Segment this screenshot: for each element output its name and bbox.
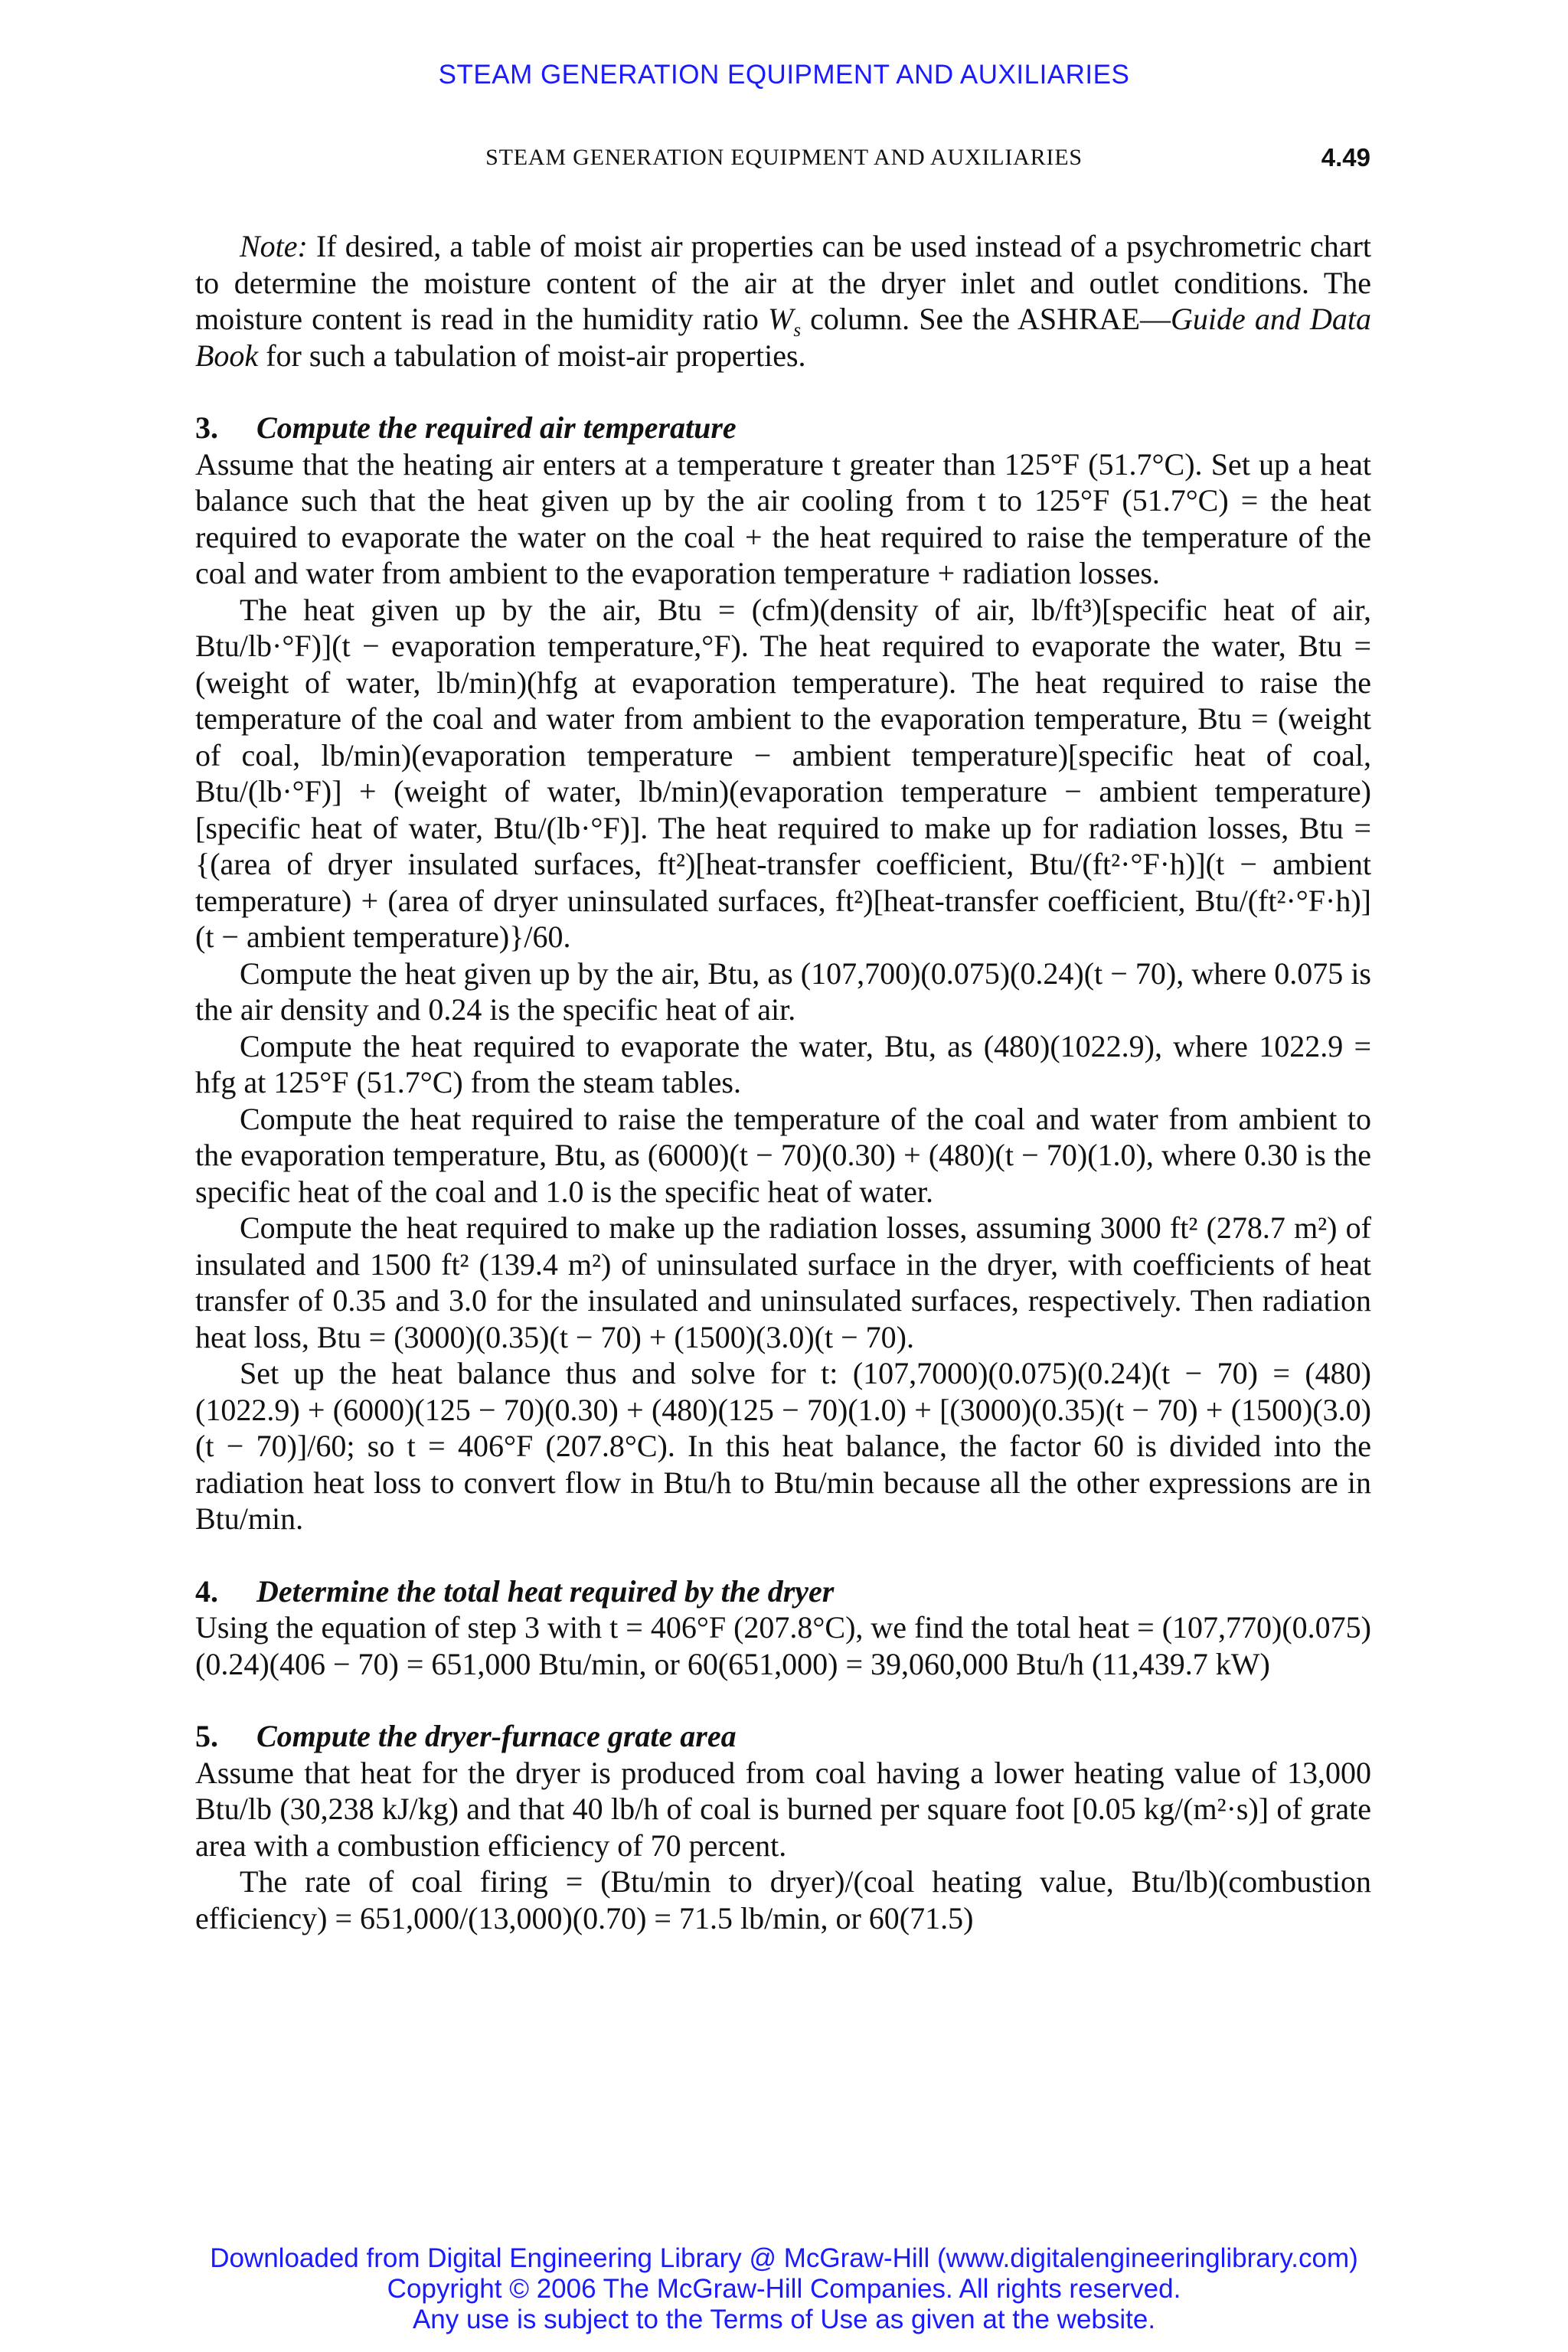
step-number: 4.	[195, 1573, 218, 1609]
step-title: Determine the total heat required by the dryer	[256, 1573, 835, 1609]
step-number: 5.	[195, 1719, 218, 1753]
note-text: column. See the ASHRAE—	[801, 302, 1171, 336]
paragraph: Compute the heat given up by the air, Btu, as (107,700)(0.075)(0.24)(t − 70), where 0.075 is the air density and 0.24 is the specific heat of air.	[195, 956, 1371, 1027]
symbol-subscript: s	[793, 320, 802, 341]
paragraph: Assume that heat for the dryer is produced from coal having a lower heating value of 13,000 Btu/lb (30,238 kJ/kg) and that 40 lb/h of coal is burned per square foot [0.05 kg/(m²·s)] of grate area with a combustion efficiency of 70 percent.	[195, 1755, 1371, 1863]
page-number: 4.49	[1321, 143, 1370, 172]
footer-copyright[interactable]: Copyright © 2006 The McGraw-Hill Companies. All rights reserved.	[387, 2274, 1181, 2304]
note-label: Note:	[240, 229, 308, 263]
paragraph: The rate of coal firing = (Btu/min to dryer)/(coal heating value, Btu/lb)(combustion efficiency) = 651,000/(13,000)(0.70) = 71.5 lb/min, or 60(71.5)	[195, 1864, 1371, 1936]
paragraph: Compute the heat required to make up the radiation losses, assuming 3000 ft² (278.7 m²) of insulated and 1500 ft² (139.4 m²) of uninsulated surface in the dryer, with coefficients of heat transfer of 0.35 and 3.0 for the insulated and uninsulated surfaces, respectively. Then radiation heat loss, Btu = (3000)(0.35)(t − 70) + (1500)(3.0)(t − 70).	[195, 1210, 1371, 1354]
step-3-heading	[195, 410, 1371, 446]
paragraph: Using the equation of step 3 with t = 406°F (207.8°C), we find the total heat = (107,770)(0.075)(0.24)(406 − 70) = 651,000 Btu/min, or 60(651,000) = 39,060,000 Btu/h (11,439.7 kW)	[195, 1610, 1371, 1681]
step-title: Compute the dryer-furnace grate area	[256, 1719, 737, 1753]
step-number: 3.	[195, 410, 218, 445]
footer	[0, 2243, 1568, 2335]
running-head-title: STEAM GENERATION EQUIPMENT AND AUXILIARIES	[485, 145, 1083, 170]
symbol-main: W	[768, 302, 794, 336]
note-paragraph	[195, 228, 1371, 374]
running-head	[0, 143, 1568, 178]
note-text: for such a tabulation of moist-air properties.	[258, 338, 806, 373]
footer-terms[interactable]: Any use is subject to the Terms of Use as given at the website.	[412, 2305, 1156, 2334]
humidity-ratio-symbol	[768, 302, 802, 341]
paragraph: Compute the heat required to evaporate the water, Btu, as (480)(1022.9), where 1022.9 = hfg at 125°F (51.7°C) from the steam tables.	[195, 1028, 1371, 1099]
paragraph: The heat given up by the air, Btu = (cfm)(density of air, lb/ft³)[specific heat of air, Btu/lb·°F)](t − evaporation temperature,°F). The heat required to evaporate the water, Btu = (weight of water, lb/min)(hfg at evaporation temperature). The heat required to raise the temperature of the coal and water from ambient to the evaporation temperature, Btu = (weight of coal, lb/min)(evaporation temperature − ambient temperature)[specific heat of coal, Btu/(lb·°F)] + (weight of water, lb/min)(evaporation temperature − ambient temperature)[specific heat of water, Btu/(lb·°F)]. The heat required to make up for radiation losses, Btu = {(area of dryer insulated surfaces, ft²)[heat-transfer coefficient, Btu/(ft²·°F·h)](t − ambient temperature) + (area of dryer uninsulated surfaces, ft²)[heat-transfer coefficient, Btu/(ft²·°F·h)](t − ambient temperature)}/60.	[195, 592, 1371, 954]
paragraph: Compute the heat required to raise the temperature of the coal and water from ambient to the evaporation temperature, Btu, as (6000)(t − 70)(0.30) + (480)(t − 70)(1.0), where 0.30 is the specific heat of the coal and 1.0 is the specific heat of water.	[195, 1101, 1371, 1209]
paragraph: Set up the heat balance thus and solve for t: (107,7000)(0.075)(0.24)(t − 70) = (480)(1022.9) + (6000)(125 − 70)(0.30) + (480)(125 − 70)(1.0) + [(3000)(0.35)(t − 70) + (1500)(3.0)(t − 70)]/60; so t = 406°F (207.8°C). In this heat balance, the factor 60 is divided into the radiation heat loss to convert flow in Btu/h to Btu/min because all the other expressions are in Btu/min.	[195, 1356, 1371, 1536]
chapter-title-link[interactable]: STEAM GENERATION EQUIPMENT AND AUXILIARIES	[438, 60, 1130, 90]
document-body	[195, 228, 1371, 1936]
book-title: Guide and Data Book	[195, 302, 1371, 373]
footer-download-link[interactable]: Downloaded from Digital Engineering Library @ McGraw-Hill (www.digitalengineeringlibrary.com)	[210, 2243, 1358, 2273]
note-text: If desired, a table of moist air properties can be used instead of a psychrometric chart to determine the moisture content of the air at the dryer inlet and outlet conditions. The moisture content is read in the humidity ratio	[195, 229, 1371, 336]
step-4-heading	[195, 1573, 1371, 1610]
paragraph: Assume that the heating air enters at a temperature t greater than 125°F (51.7°C). Set up a heat balance such that the heat given up by the air cooling from t to 125°F (51.7°C) = the heat required to evaporate the water on the coal + the heat required to raise the temperature of the coal and water from ambient to the evaporation temperature + radiation losses.	[195, 446, 1371, 590]
step-5-heading	[195, 1718, 1371, 1755]
step-title: Compute the required air temperature	[256, 410, 737, 445]
